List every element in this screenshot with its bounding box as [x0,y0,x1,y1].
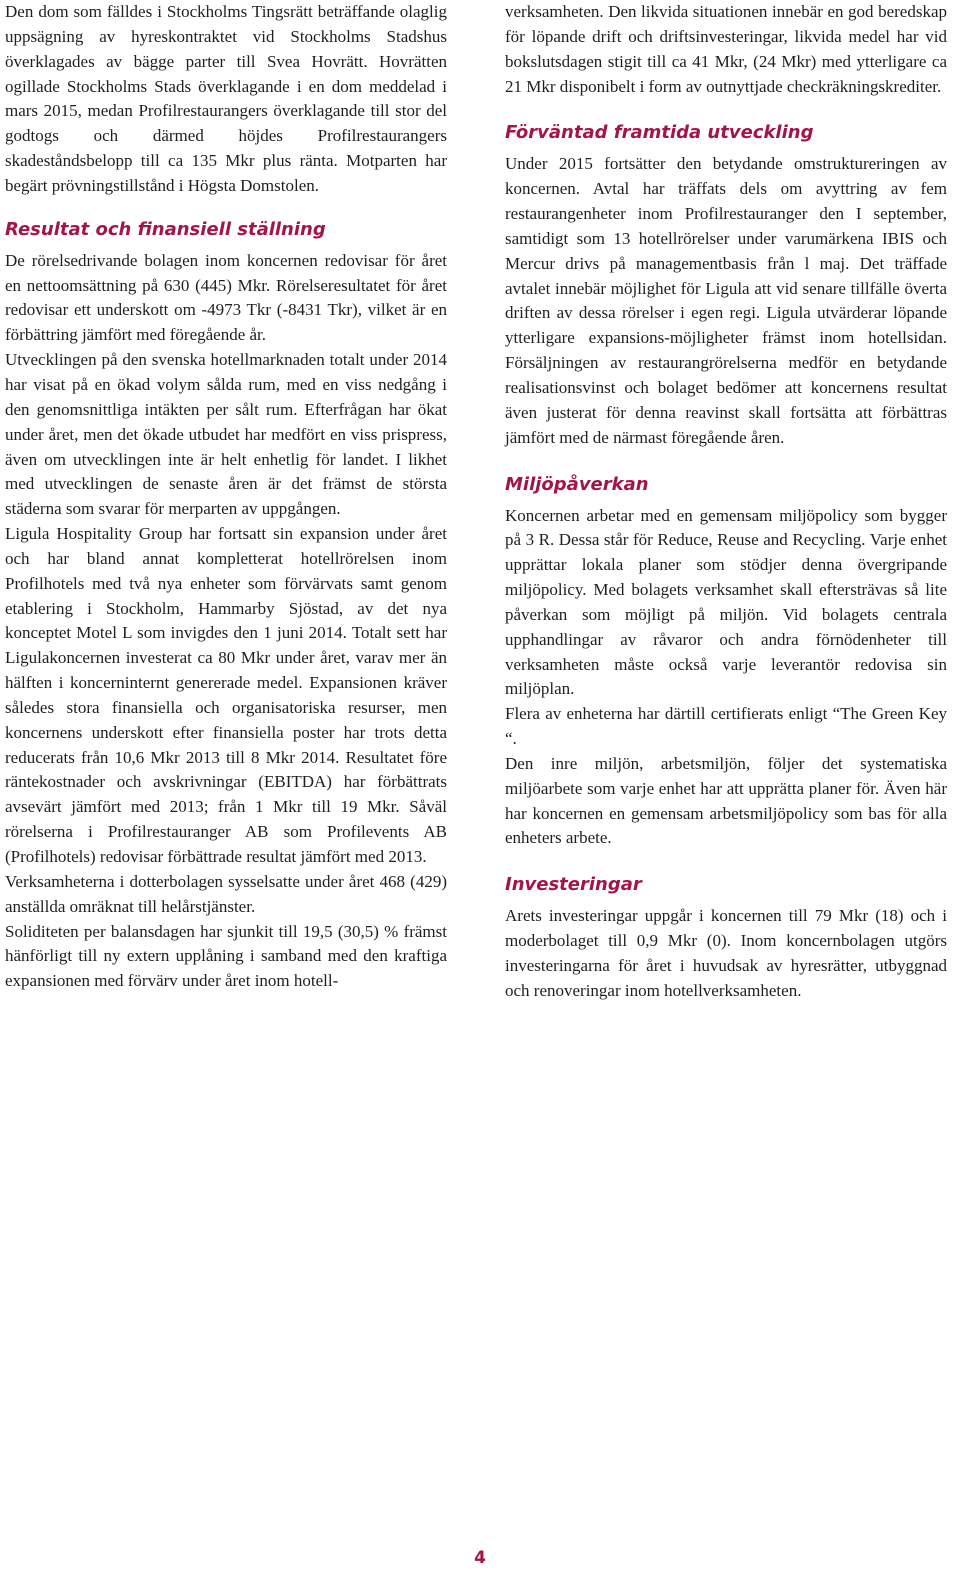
intro-paragraph: Den dom som fälldes i Stockholms Tingsrätt beträffande olaglig uppsägning av hyreskontraktet vid Stockholms Stadshus överklagades av bägge parter till Svea Hovrätt. Hovrätten ogillade Stockholms Stads överklagande i en dom meddelad i mars 2015, medan Profilrestaurangers överklagande till stor del godtogs och därmed höjdes Profilrestaurangers skadeståndsbelopp till ca 135 Mkr plus ränta. Motparten har begärt prövningstillstånd i Högsta Domstolen. [5,2,447,195]
continuation-paragraph: verksamheten. Den likvida situationen innebär en god beredskap för löpande drift och driftsinvesteringar, likvida medel har vid bokslutsdagen stigit till ca 41 Mkr, (24 Mkr) med ytterligare ca 21 Mkr disponibelt i form av outnyttjade checkräkningskrediter. [505,2,947,96]
body-paragraph: Under 2015 fortsätter den betydande omstruktureringen av koncernen. Avtal har träffats dels om avyttring av fem restaurangenheter inom Profilrestauranger den I september, samtidigt som 13 hotellrörelser under varumärkena IBIS och Mercur drivs på managementbasis från l maj. Det träffade avtalet innebär möjlighet för Ligula att vid senare tillfälle överta driften av dessa rörelser i egen regi. Ligula utvärderar löpande ytterligare expansions-möjligheter främst inom hotellsidan. Försäljningen av restaurangrörelserna medför en betydande realisationsvinst och bolaget bedömer att koncernens resultat även justerat för denna reavinst skall fortsätta att förbättras jämfört med de närmast föregående åren. [505,154,947,447]
body-paragraph: Flera av enheterna har därtill certifierats enligt “The Green Key “. [505,704,947,749]
body-paragraph: Arets investeringar uppgår i koncernen till 79 Mkr (18) och i moderbolaget till 0,9 Mkr (0). Inom koncernbolagen utgörs investeringarna för året i huvudsak av hyresrätter, utbyggnad och renoveringar inom hotellverksamheten. [505,906,947,1000]
section-heading-framtida-utveckling: Förväntad framtida utveckling [505,122,814,144]
body-paragraph: Utvecklingen på den svenska hotellmarknaden totalt under 2014 har visat på en ökad volym sålda rum, med en viss nedgång i den genomsnittliga intäkten per sålt rum. Efterfrågan har ökat under året, men det ökade utbudet har medfört en viss prispress, även om utvecklingen inte är helt enhetlig för landet. I likhet med utvecklingen de senaste åren är det främst de största städerna som svarar för merparten av uppgången. [5,350,447,519]
section-heading-miljopaverkan: Miljöpåverkan [505,473,649,495]
body-paragraph: Ligula Hospitality Group har fortsatt sin expansion under året och har bland annat kompletterat hotellrörelsen inom Profilhotels med två nya enheter som förvärvats samt genom etablering i Stockholm, Hammarby Sjöstad, av det nya konceptet Motel L som invigdes den 1 juni 2014. Totalt sett har Ligulakoncernen investerat ca 80 Mkr under året, varav mer än hälften i koncerninternt genererade medel. Expansionen kräver således stora finansiella och organisatoriska resurser, men koncernens underskott efter finansiella poster har trots detta reducerats från 10,6 Mkr 2013 till 8 Mkr 2014. Resultatet före räntekostnader och avskrivningar (EBITDA) har förbättrats avsevärt jämfört med 2013; från 1 Mkr till 19 Mkr. Såväl rörelserna i Profilrestauranger AB som Profilevents AB (Profilhotels) redovisar förbättrade resultat jämfört med 2013. [5,524,447,866]
page-number: 4 [474,1548,486,1568]
left-column [5,0,447,994]
body-paragraph: De rörelsedrivande bolagen inom koncernen redovisar för året en nettoomsättning på 630 (445) Mkr. Rörelseresultatet för året redovisar ett underskott om -4973 Tkr (-8431 Tkr), vilket är en förbättring jämfört med föregående år. [5,250,447,345]
section-heading-investeringar: Investeringar [505,874,642,896]
body-paragraph: Soliditeten per balansdagen har sjunkit till 19,5 (30,5) % främst hänförligt till ny extern upplåning i samband med den kraftiga expansionen med förvärv under året inom hotell- [5,921,447,991]
section-heading-resultat: Resultat och finansiell ställning [5,218,326,240]
body-paragraph: Koncernen arbetar med en gemensam miljöpolicy som bygger på 3 R. Dessa står för Reduce, Reuse and Recycling. Varje enhet upprättar lokala planer som stödjer denna övergripande miljöpolicy. Med bolagets verksamhet skall eftersträvas så lite påverkan som möjligt på miljön. Vid bolagets centrala upphandlingar av råvaror och andra förnödenheter till verksamheten måste också varje leverantör redovisa sin miljöplan. [505,505,947,699]
body-paragraph: Verksamheterna i dotterbolagen sysselsatte under året 468 (429) anställda omräknat till helårstjänster. [5,871,447,916]
right-column [505,0,947,1004]
body-paragraph: Den inre miljön, arbetsmiljön, följer det systematiska miljöarbete som varje enhet har att upprätta planer för. Även här har koncernen en gemensam arbetsmiljöpolicy som bas för alla enheters arbete. [505,753,947,848]
